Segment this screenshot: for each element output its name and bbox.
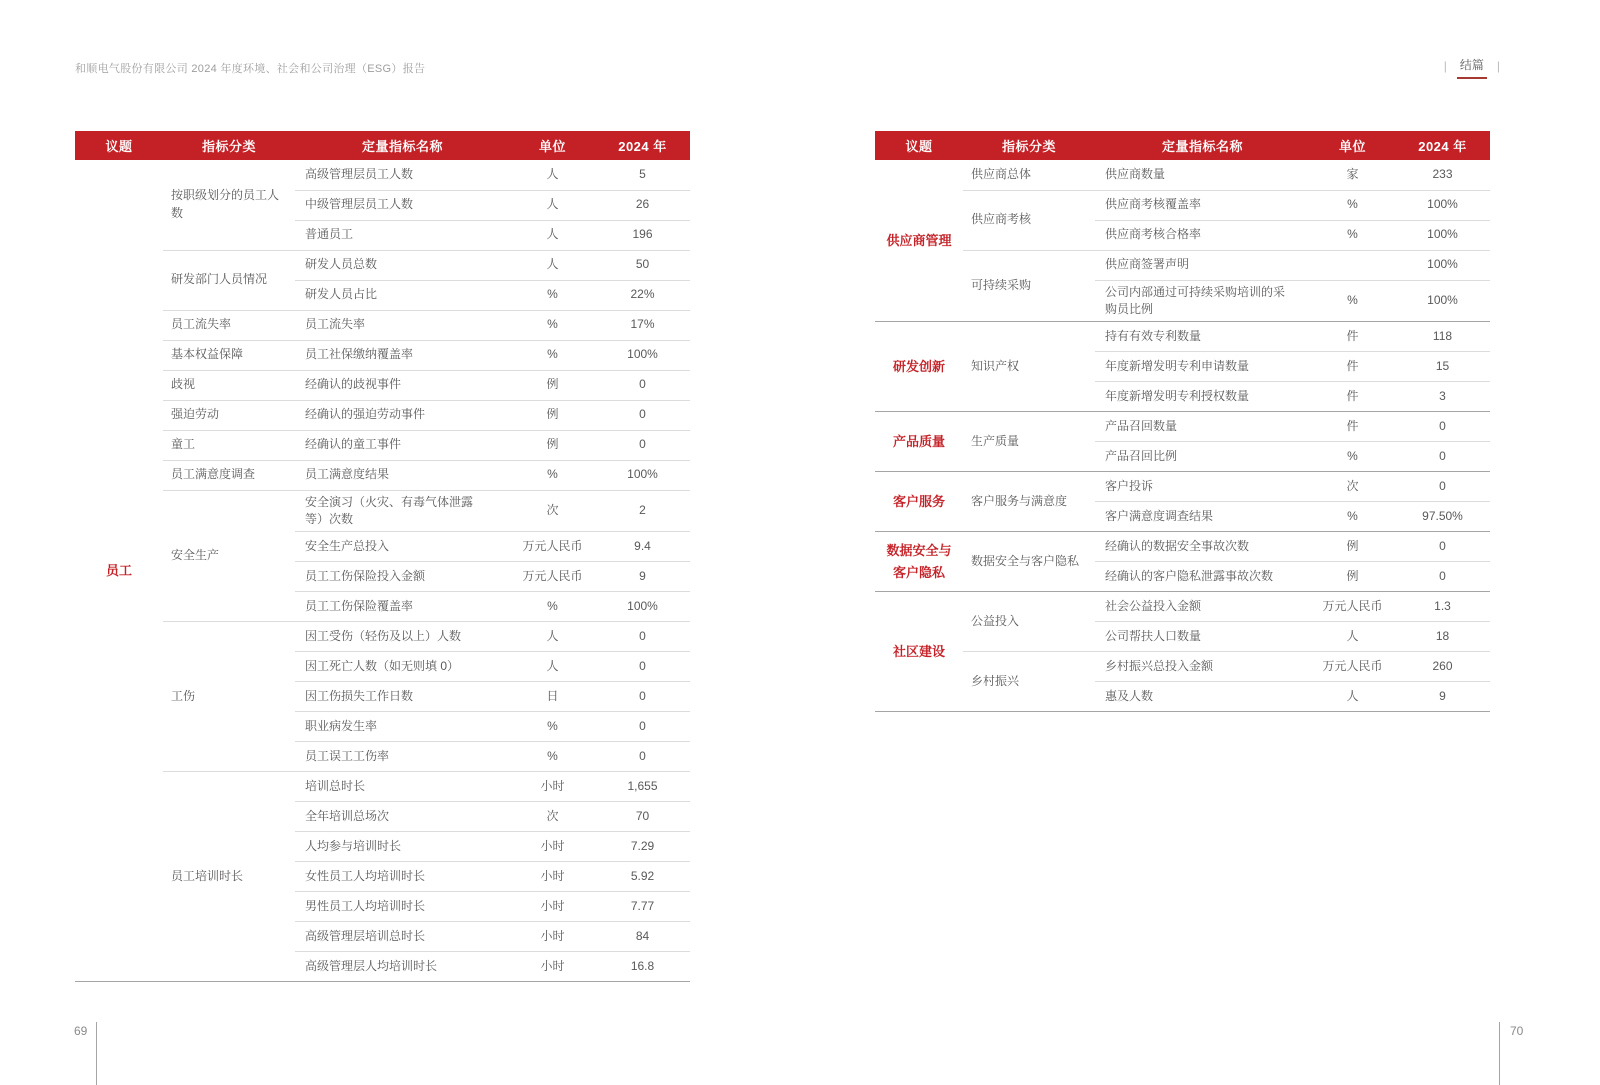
value-cell: 100% — [1395, 250, 1490, 280]
value-cell: 15 — [1395, 352, 1490, 382]
category-cell: 客户服务与满意度 — [963, 472, 1095, 532]
category-cell: 公益投入 — [963, 592, 1095, 652]
unit-cell: 万元人民币 — [510, 532, 595, 562]
metric-cell: 产品召回比例 — [1095, 442, 1310, 472]
unit-cell: % — [510, 280, 595, 310]
metric-cell: 员工满意度结果 — [295, 460, 510, 490]
value-cell: 0 — [595, 430, 690, 460]
category-cell: 童工 — [163, 430, 295, 460]
metric-cell: 安全演习（火灾、有毒气体泄露等）次数 — [295, 490, 510, 532]
value-cell: 100% — [595, 460, 690, 490]
value-cell: 100% — [595, 340, 690, 370]
value-cell: 233 — [1432, 167, 1453, 182]
metric-cell: 因工受伤（轻伤及以上）人数 — [295, 622, 510, 652]
unit-cell: 小时 — [510, 922, 595, 952]
unit-cell: 小时 — [510, 772, 595, 802]
metric-cell: 供应商考核合格率 — [1095, 220, 1310, 250]
metric-cell: 客户满意度调查结果 — [1095, 502, 1310, 532]
table-row — [75, 340, 690, 370]
header-row — [875, 131, 1490, 160]
value-cell: 97.50% — [1395, 502, 1490, 532]
value-cell: 9.4 — [595, 532, 690, 562]
unit-cell: % — [510, 742, 595, 772]
category-cell: 员工培训时长 — [163, 772, 295, 982]
value-cell: 50 — [595, 250, 690, 280]
section-marker-label: 结篇 — [1457, 58, 1487, 79]
metric-cell: 公司内部通过可持续采购培训的采购员比例 — [1095, 280, 1310, 322]
value-cell: 0 — [595, 622, 690, 652]
metric-cell: 女性员工人均培训时长 — [295, 862, 510, 892]
unit-cell: % — [1310, 220, 1395, 250]
table-row — [75, 250, 690, 280]
table-row — [75, 400, 690, 430]
metric-cell: 供应商考核覆盖率 — [1095, 190, 1310, 220]
topic-cell: 社区建设 — [875, 592, 963, 712]
value-cell: 0 — [1395, 412, 1490, 442]
esg-table — [875, 131, 1490, 712]
metric-cell: 因工死亡人数（如无则填 0） — [295, 652, 510, 682]
unit-cell: 小时 — [510, 862, 595, 892]
col-metric: 定量指标名称 — [295, 131, 510, 160]
topic-cell: 员工 — [105, 562, 132, 578]
value-cell: 100% — [1395, 220, 1490, 250]
metric-cell: 员工流失率 — [295, 310, 510, 340]
metric-cell: 持有有效专利数量 — [1095, 322, 1310, 352]
unit-cell: % — [510, 340, 595, 370]
metric-cell: 经确认的歧视事件 — [295, 370, 510, 400]
unit-cell: % — [1310, 190, 1395, 220]
unit-cell: 例 — [510, 400, 595, 430]
unit-cell: 次 — [510, 490, 595, 532]
category-cell: 供应商总体 — [971, 167, 1032, 182]
unit-cell: 万元人民币 — [510, 562, 595, 592]
table-row — [875, 412, 1490, 442]
unit-cell: 次 — [1310, 472, 1395, 502]
metric-cell: 男性员工人均培训时长 — [295, 892, 510, 922]
topic-cell: 产品质量 — [875, 412, 963, 472]
value-cell: 7.29 — [595, 832, 690, 862]
value-cell: 0 — [1395, 472, 1490, 502]
topic-cell: 客户服务 — [875, 472, 963, 532]
metric-cell: 经确认的强迫劳动事件 — [295, 400, 510, 430]
category-cell: 按职级划分的员工人数 — [171, 188, 280, 220]
table-row — [75, 622, 690, 652]
category-cell: 基本权益保障 — [163, 340, 295, 370]
value-cell: 16.8 — [595, 952, 690, 982]
metric-cell: 因工伤损失工作日数 — [295, 682, 510, 712]
metric-cell: 人均参与培训时长 — [295, 832, 510, 862]
metric-cell: 经确认的童工事件 — [295, 430, 510, 460]
unit-cell: 人 — [510, 652, 595, 682]
col-year: 2024 年 — [1395, 131, 1490, 160]
value-cell: 100% — [595, 592, 690, 622]
unit-cell: 件 — [1310, 412, 1395, 442]
unit-cell: 家 — [1346, 167, 1359, 182]
page-number: 70 — [1510, 1024, 1524, 1038]
table-row — [75, 430, 690, 460]
table-row — [75, 460, 690, 490]
metric-cell: 研发人员总数 — [295, 250, 510, 280]
metric-cell: 年度新增发明专利申请数量 — [1095, 352, 1310, 382]
unit-cell: 人 — [1310, 622, 1395, 652]
value-cell: 84 — [595, 922, 690, 952]
unit-cell: 人 — [510, 190, 595, 220]
unit-cell: % — [510, 712, 595, 742]
page-number-divider — [1499, 1022, 1500, 1085]
col-metric: 定量指标名称 — [1095, 131, 1310, 160]
metric-cell: 客户投诉 — [1095, 472, 1310, 502]
unit-cell: 小时 — [510, 952, 595, 982]
value-cell: 70 — [595, 802, 690, 832]
section-marker — [1444, 58, 1500, 79]
unit-cell: 件 — [1310, 322, 1395, 352]
value-cell: 1,655 — [595, 772, 690, 802]
value-cell: 18 — [1395, 622, 1490, 652]
value-cell: 3 — [1395, 382, 1490, 412]
table-row — [875, 322, 1490, 352]
unit-cell: 人 — [510, 622, 595, 652]
unit-cell: 例 — [510, 370, 595, 400]
metric-cell: 员工工伤保险投入金额 — [295, 562, 510, 592]
metric-cell: 高级管理层员工人数 — [305, 167, 414, 182]
metric-cell: 中级管理层员工人数 — [295, 190, 510, 220]
metric-cell: 普通员工 — [295, 220, 510, 250]
col-year: 2024 年 — [595, 131, 690, 160]
value-cell: 9 — [595, 562, 690, 592]
topic-cell: 研发创新 — [875, 322, 963, 412]
value-cell: 5 — [639, 167, 646, 182]
unit-cell: 小时 — [510, 892, 595, 922]
metric-cell: 研发人员占比 — [295, 280, 510, 310]
unit-cell: 日 — [510, 682, 595, 712]
value-cell: 100% — [1395, 280, 1490, 322]
unit-cell: % — [510, 460, 595, 490]
metric-cell: 高级管理层培训总时长 — [295, 922, 510, 952]
divider-bar: | — [1496, 59, 1500, 73]
category-cell: 工伤 — [163, 622, 295, 772]
table-row — [75, 772, 690, 802]
unit-cell: 人 — [1310, 682, 1395, 712]
category-cell: 生产质量 — [963, 412, 1095, 472]
unit-cell: 件 — [1310, 382, 1395, 412]
col-unit: 单位 — [510, 131, 595, 160]
unit-cell: 人 — [510, 250, 595, 280]
value-cell: 26 — [595, 190, 690, 220]
metric-cell: 惠及人数 — [1095, 682, 1310, 712]
metric-cell: 产品召回数量 — [1095, 412, 1310, 442]
value-cell: 0 — [1395, 442, 1490, 472]
value-cell: 0 — [595, 400, 690, 430]
table-row — [75, 310, 690, 340]
metric-cell: 员工工伤保险覆盖率 — [295, 592, 510, 622]
unit-cell: 例 — [1310, 562, 1395, 592]
value-cell: 118 — [1395, 322, 1490, 352]
category-cell: 员工满意度调查 — [163, 460, 295, 490]
col-unit: 单位 — [1310, 131, 1395, 160]
value-cell: 5.92 — [595, 862, 690, 892]
metrics-table-left — [75, 131, 690, 982]
table-row — [875, 472, 1490, 502]
metric-cell: 职业病发生率 — [295, 712, 510, 742]
unit-cell: % — [510, 310, 595, 340]
metric-cell: 经确认的数据安全事故次数 — [1095, 532, 1310, 562]
value-cell: 22% — [595, 280, 690, 310]
table-row — [75, 490, 690, 532]
col-category: 指标分类 — [163, 131, 295, 160]
table-row — [875, 250, 1490, 280]
table-row — [875, 532, 1490, 562]
value-cell: 0 — [595, 652, 690, 682]
metric-cell: 培训总时长 — [295, 772, 510, 802]
value-cell: 260 — [1395, 652, 1490, 682]
value-cell: 0 — [595, 742, 690, 772]
document-header-title: 和顺电气股份有限公司 2024 年度环境、社会和公司治理（ESG）报告 — [75, 63, 426, 75]
unit-cell: 次 — [510, 802, 595, 832]
topic-cell: 供应商管理 — [886, 232, 952, 248]
col-topic: 议题 — [875, 131, 963, 160]
category-cell: 乡村振兴 — [963, 652, 1095, 712]
category-cell: 研发部门人员情况 — [163, 250, 295, 310]
value-cell: 0 — [595, 682, 690, 712]
topic-cell: 数据安全与客户隐私 — [875, 532, 963, 592]
unit-cell — [1310, 250, 1395, 280]
esg-table — [75, 131, 690, 982]
unit-cell: 小时 — [510, 832, 595, 862]
metric-cell: 年度新增发明专利授权数量 — [1095, 382, 1310, 412]
category-cell: 歧视 — [163, 370, 295, 400]
unit-cell: 人 — [546, 167, 559, 182]
table-row — [875, 160, 1490, 190]
category-cell: 知识产权 — [963, 322, 1095, 412]
unit-cell: % — [510, 592, 595, 622]
metric-cell: 经确认的客户隐私泄露事故次数 — [1095, 562, 1310, 592]
table-row — [875, 190, 1490, 220]
metric-cell: 员工社保缴纳覆盖率 — [295, 340, 510, 370]
metric-cell: 全年培训总场次 — [295, 802, 510, 832]
col-category: 指标分类 — [963, 131, 1095, 160]
unit-cell: 件 — [1310, 352, 1395, 382]
metric-cell: 高级管理层人均培训时长 — [295, 952, 510, 982]
unit-cell: % — [1310, 442, 1395, 472]
unit-cell: % — [1310, 280, 1395, 322]
col-topic: 议题 — [75, 131, 163, 160]
table-row — [75, 370, 690, 400]
category-cell: 强迫劳动 — [163, 400, 295, 430]
category-cell: 员工流失率 — [163, 310, 295, 340]
value-cell: 196 — [595, 220, 690, 250]
table-row — [75, 160, 690, 190]
value-cell: 2 — [595, 490, 690, 532]
unit-cell: 人 — [510, 220, 595, 250]
header-row — [75, 131, 690, 160]
metric-cell: 社会公益投入金额 — [1095, 592, 1310, 622]
metric-cell: 安全生产总投入 — [295, 532, 510, 562]
value-cell: 100% — [1395, 190, 1490, 220]
value-cell: 9 — [1395, 682, 1490, 712]
divider-bar: | — [1443, 59, 1447, 73]
metric-cell: 供应商数量 — [1105, 167, 1166, 182]
table-row — [875, 592, 1490, 622]
value-cell: 1.3 — [1395, 592, 1490, 622]
metric-cell: 公司帮扶人口数量 — [1095, 622, 1310, 652]
category-cell: 安全生产 — [163, 490, 295, 622]
value-cell: 0 — [1395, 532, 1490, 562]
value-cell: 0 — [595, 370, 690, 400]
unit-cell: 万元人民币 — [1310, 592, 1395, 622]
value-cell: 0 — [595, 712, 690, 742]
unit-cell: % — [1310, 502, 1395, 532]
value-cell: 7.77 — [595, 892, 690, 922]
category-cell: 数据安全与客户隐私 — [963, 532, 1095, 592]
metric-cell: 员工误工工伤率 — [295, 742, 510, 772]
unit-cell: 万元人民币 — [1310, 652, 1395, 682]
metrics-table-right — [875, 131, 1490, 712]
page-number: 69 — [74, 1024, 88, 1038]
page-number-divider — [96, 1022, 97, 1085]
table-row — [875, 652, 1490, 682]
value-cell: 17% — [595, 310, 690, 340]
unit-cell: 例 — [1310, 532, 1395, 562]
category-cell: 可持续采购 — [963, 250, 1095, 322]
unit-cell: 例 — [510, 430, 595, 460]
metric-cell: 乡村振兴总投入金额 — [1095, 652, 1310, 682]
metric-cell: 供应商签署声明 — [1095, 250, 1310, 280]
value-cell: 0 — [1395, 562, 1490, 592]
category-cell: 供应商考核 — [963, 190, 1095, 250]
